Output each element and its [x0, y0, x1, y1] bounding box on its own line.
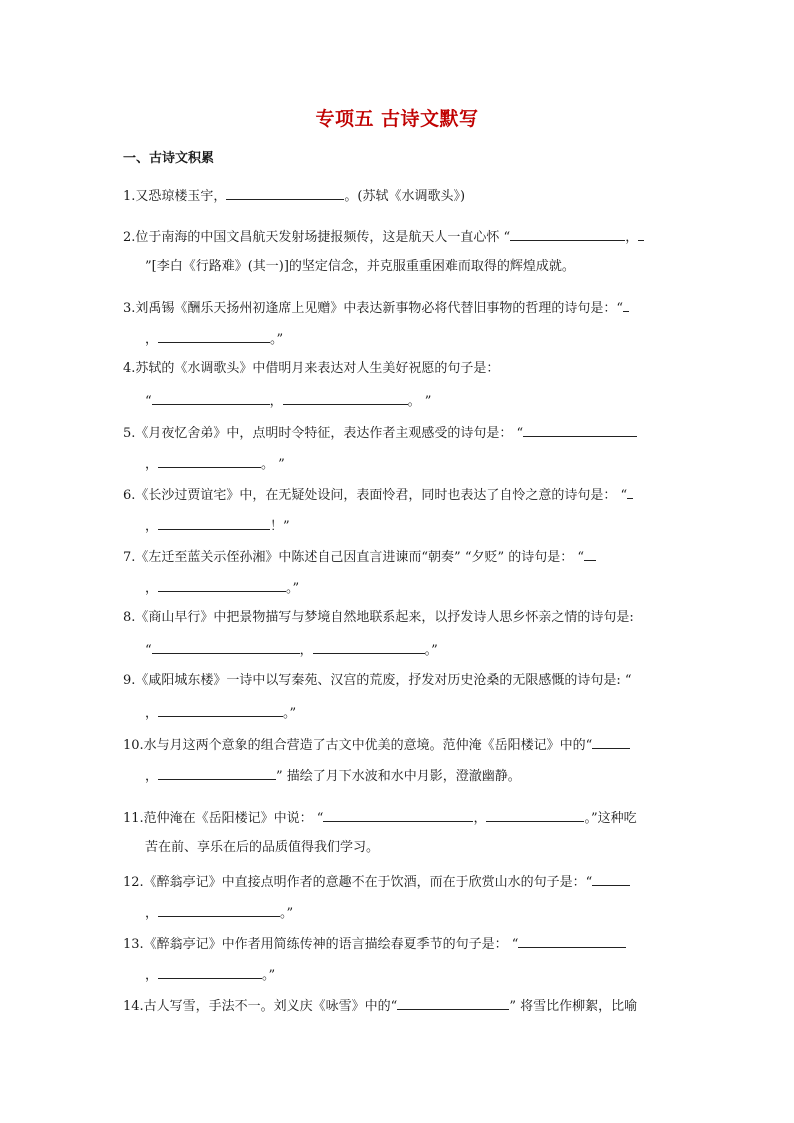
question-3-cont: ， 。”: [145, 332, 284, 347]
question-9-cont: ， 。”: [145, 706, 297, 721]
question-13-cont: ， 。”: [145, 968, 276, 983]
answer-blank[interactable]: [158, 330, 270, 343]
answer-blank[interactable]: [486, 809, 584, 822]
question-11-cont: 苦在前、享乐在后的品质值得我们学习。: [145, 840, 380, 855]
question-8-cont: “ ， 。”: [145, 643, 438, 658]
answer-blank[interactable]: [638, 228, 644, 241]
answer-blank[interactable]: [592, 873, 630, 886]
answer-blank[interactable]: [158, 579, 286, 592]
question-4-cont: “ ， 。 ”: [145, 394, 432, 409]
answer-blank[interactable]: [584, 548, 596, 561]
question-3: 3.刘禹锡《酬乐天扬州初逢席上见赠》中表达新事物必将代替旧事物的哲理的诗句是：“: [123, 299, 629, 317]
question-6: 6.《长沙过贾谊宅》中，在无疑处设问，表面怜君，同时也表达了自怜之意的诗句是： “: [123, 486, 633, 504]
answer-blank[interactable]: [592, 736, 630, 749]
answer-blank[interactable]: [226, 187, 344, 200]
answer-blank[interactable]: [152, 392, 270, 405]
question-4: 4.苏轼的《水调歌头》中借明月来表达对人生美好祝愿的句子是：: [123, 361, 500, 376]
section-heading: 一、古诗文积累: [123, 151, 215, 166]
answer-blank[interactable]: [313, 641, 425, 654]
question-12-cont: ， 。”: [145, 906, 294, 921]
answer-blank[interactable]: [283, 392, 408, 405]
question-2-cont: ”[李白《行路难》(其一)]的坚定信念，并克服重重困难而取得的辉煌成就。: [145, 259, 575, 274]
answer-blank[interactable]: [397, 997, 509, 1010]
question-9: 9.《咸阳城东楼》一诗中以写秦苑、汉宫的荒废，抒发对历史沧桑的无限感慨的诗句是: “: [123, 673, 632, 688]
answer-blank[interactable]: [158, 455, 261, 468]
question-12: 12.《醉翁亭记》中直接点明作者的意趣不在于饮酒，而在于欣赏山水的句子是：“: [123, 873, 630, 891]
question-13: 13.《醉翁亭记》中作者用简练传神的语言描绘春夏季节的句子是： “: [123, 935, 626, 953]
question-7-cont: ， 。”: [145, 581, 300, 596]
question-8: 8.《商山早行》中把景物描写与梦境自然地联系起来，以抒发诗人思乡怀亲之情的诗句是:: [123, 610, 634, 625]
question-1: 1.又恐琼楼玉宇， 。(苏轼《水调歌头》): [123, 189, 466, 204]
answer-blank[interactable]: [158, 966, 262, 979]
question-11: 11.范仲淹在《岳阳楼记》中说： “ ， 。”这种吃: [123, 811, 637, 826]
question-6-cont: ， ！”: [145, 519, 290, 534]
question-7: 7.《左迁至蓝关示侄孙湘》中陈述自己因直言进谏而“朝奏” “夕贬” 的诗句是： “: [123, 548, 596, 566]
answer-blank[interactable]: [623, 299, 629, 312]
answer-blank[interactable]: [152, 641, 300, 654]
question-2: 2.位于南海的中国文昌航天发射场捷报频传，这是航天人一直心怀 “ ，: [123, 228, 644, 246]
question-10-cont: ， ” 描绘了月下水波和水中月影，澄澈幽静。: [145, 769, 521, 784]
question-10: 10.水与月这两个意象的组合营造了古文中优美的意境。范仲淹《岳阳楼记》中的“: [123, 736, 630, 754]
answer-blank[interactable]: [627, 486, 633, 499]
answer-blank[interactable]: [518, 935, 626, 948]
page-title: 专项五 古诗文默写: [315, 108, 479, 130]
answer-blank[interactable]: [323, 809, 473, 822]
question-5: 5.《月夜忆舍弟》中，点明时令特征，表达作者主观感受的诗句是： “: [123, 424, 637, 442]
answer-blank[interactable]: [158, 517, 270, 530]
question-14: 14.古人写雪，手法不一。刘义庆《咏雪》中的“ ” 将雪比作柳絮，比喻: [123, 999, 638, 1014]
answer-blank[interactable]: [523, 424, 637, 437]
answer-blank[interactable]: [158, 767, 276, 780]
question-5-cont: ， 。 ”: [145, 457, 285, 472]
answer-blank[interactable]: [158, 704, 283, 717]
answer-blank[interactable]: [158, 904, 280, 917]
answer-blank[interactable]: [510, 228, 625, 241]
